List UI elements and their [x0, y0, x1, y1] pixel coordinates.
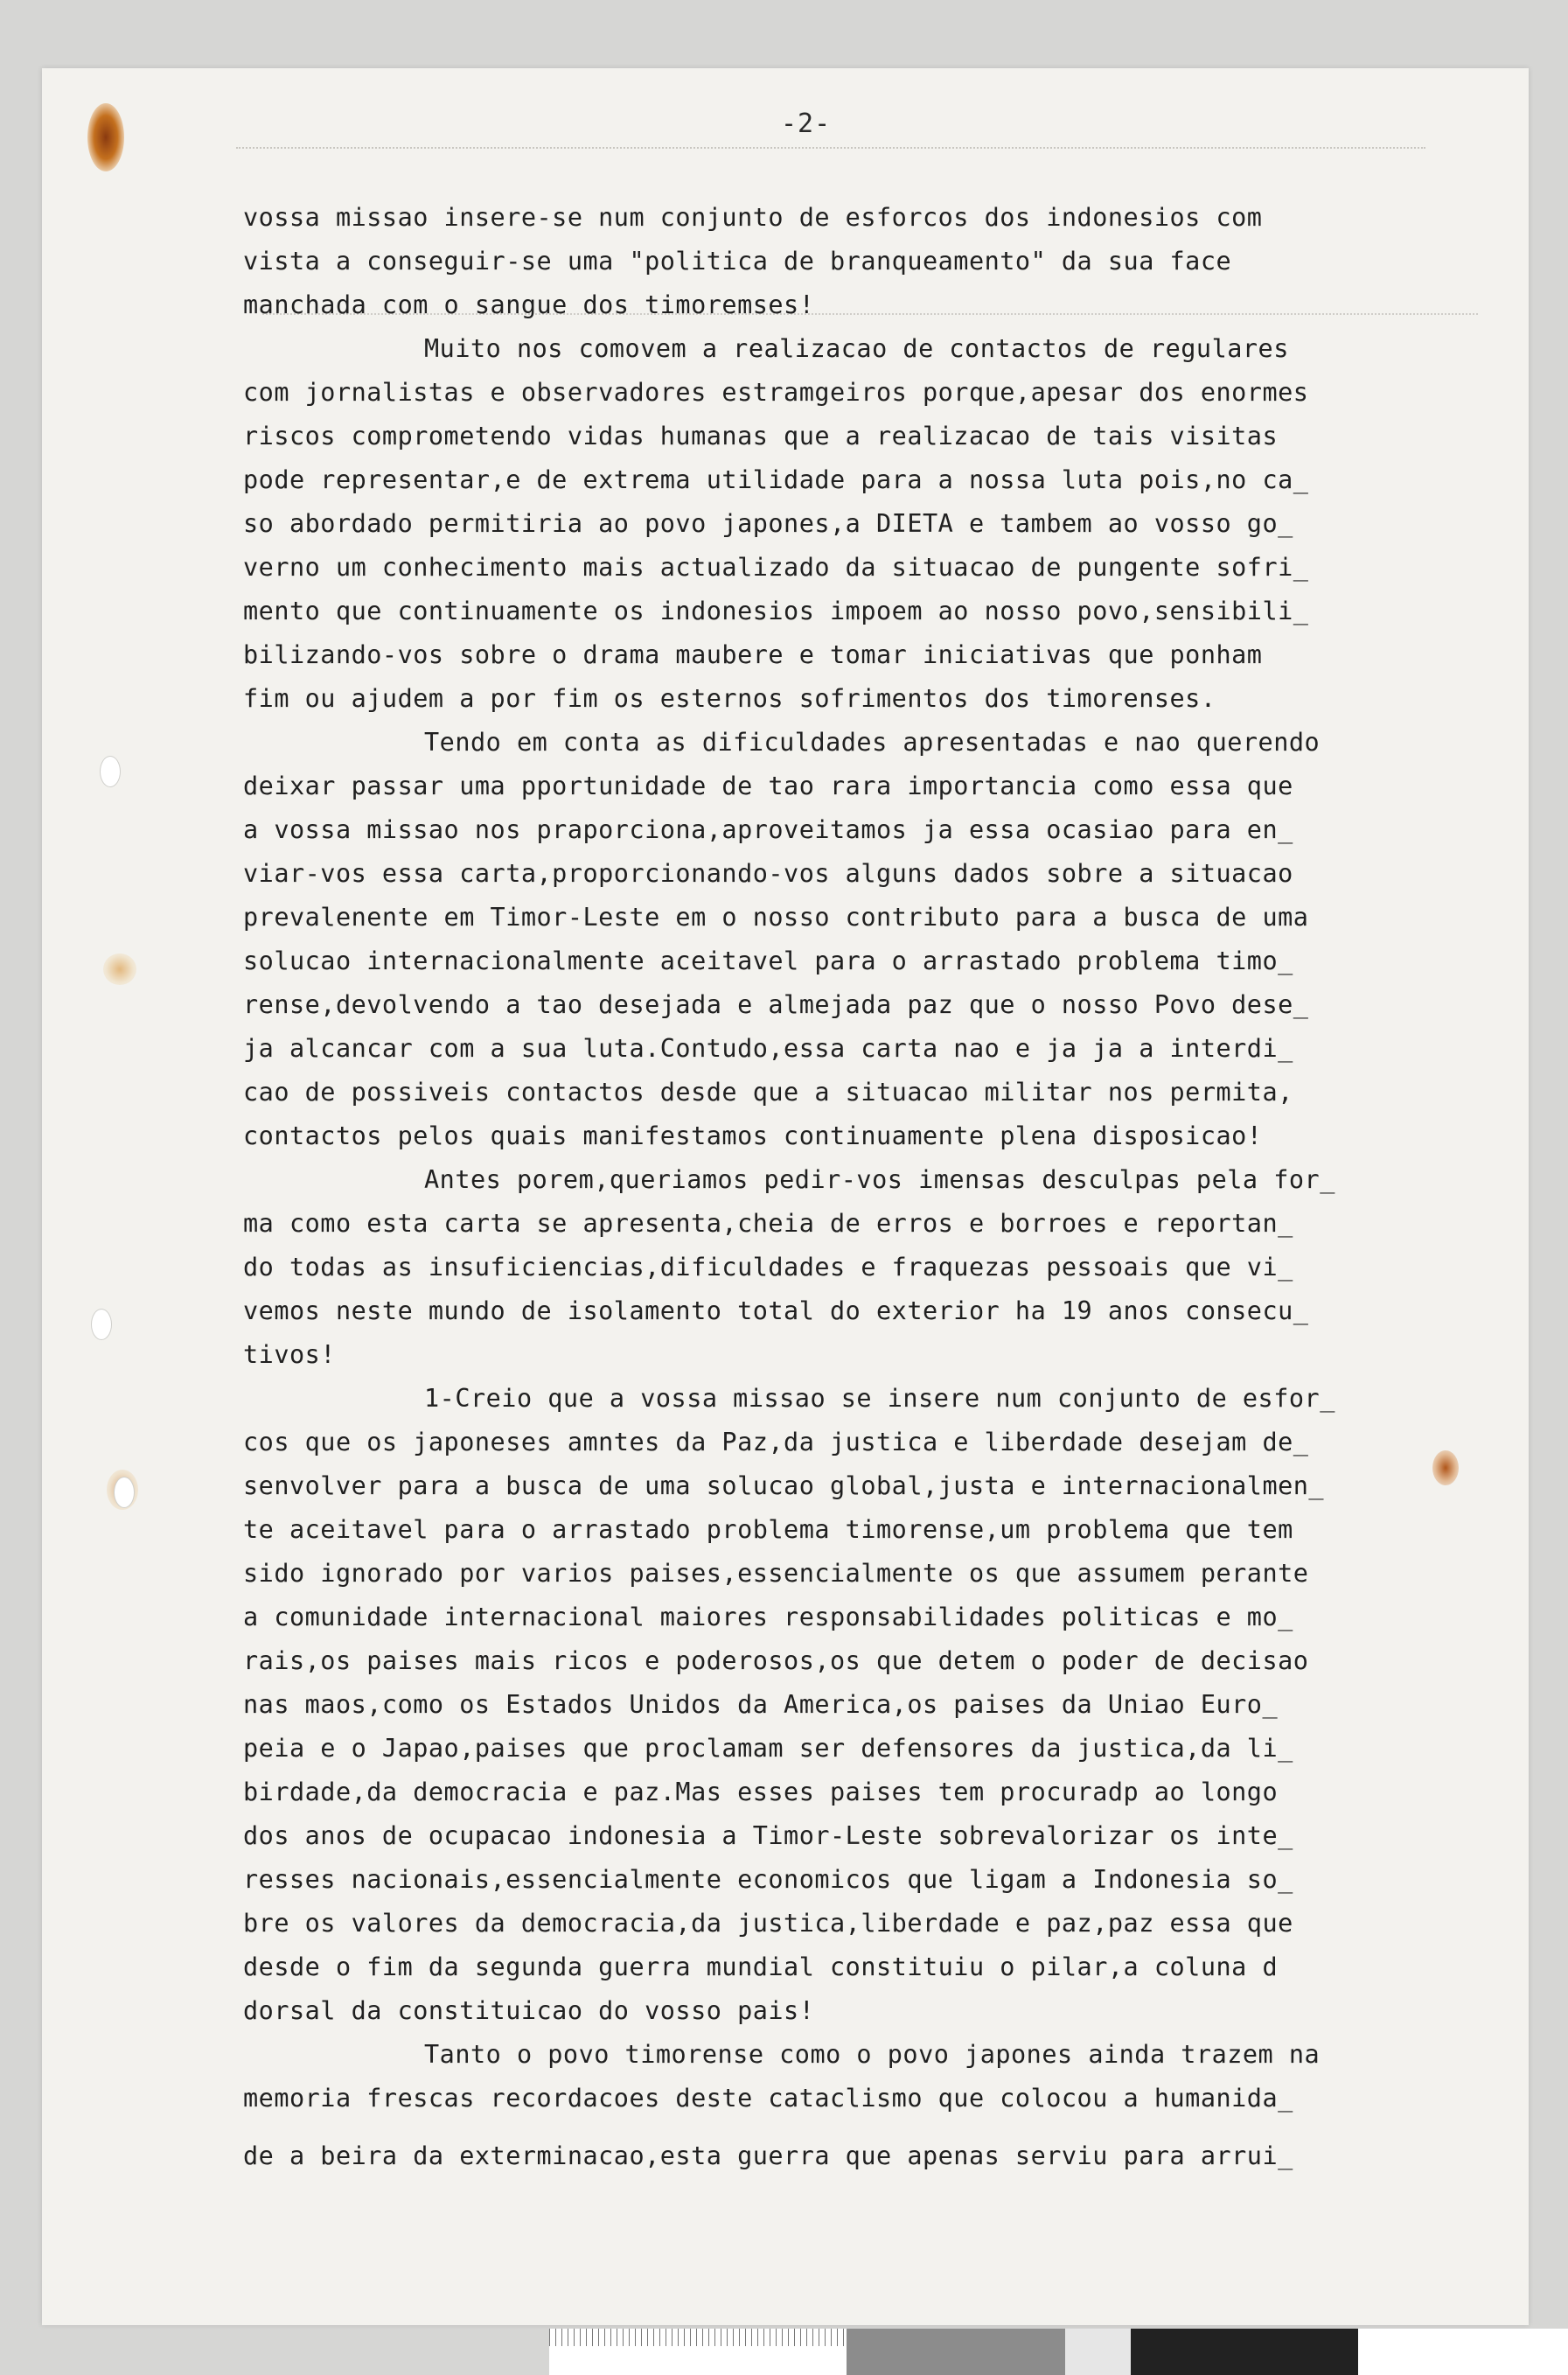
- text-line: a comunidade internacional maiores responsabilidades politicas e mo_: [243, 1603, 1293, 1631]
- text-line: Muito nos comovem a realizacao de contactos de regulares: [424, 334, 1289, 363]
- text-line: birdade,da democracia e paz.Mas esses paises tem procuradp ao longo: [243, 1778, 1279, 1806]
- text-line: viar-vos essa carta,proporcionando-vos alguns dados sobre a situacao: [243, 859, 1293, 888]
- text-line: fim ou ajudem a por fim os esternos sofrimentos dos timorenses.: [243, 684, 1216, 713]
- text-line: vossa missao insere-se num conjunto de esforcos dos indonesios com: [243, 203, 1263, 232]
- color-patch-black: [1131, 2329, 1358, 2375]
- text-line: prevalenente em Timor-Leste em o nosso contributo para a busca de uma: [243, 903, 1309, 932]
- text-line: vemos neste mundo de isolamento total do exterior ha 19 anos consecu_: [243, 1296, 1309, 1325]
- rust-stain: [87, 103, 124, 171]
- punch-hole: [114, 1477, 135, 1508]
- text-line: a vossa missao nos praporciona,aproveitamos ja essa ocasiao para en_: [243, 815, 1293, 844]
- text-line: Antes porem,queriamos pedir-vos imensas desculpas pela for_: [424, 1165, 1335, 1194]
- text-line: desde o fim da segunda guerra mundial constituiu o pilar,a coluna d: [243, 1952, 1279, 1981]
- text-line: Tanto o povo timorense como o povo japones ainda trazem na: [424, 2040, 1321, 2069]
- text-line: cao de possiveis contactos desde que a situacao militar nos permita,: [243, 1078, 1293, 1107]
- text-line: resses nacionais,essencialmente economicos que ligam a Indonesia so_: [243, 1865, 1293, 1894]
- text-line: sido ignorado por varios paises,essencialmente os que assumem perante: [243, 1559, 1309, 1588]
- text-line: rais,os paises mais ricos e poderosos,os que detem o poder de decisao: [243, 1646, 1309, 1675]
- text-line: mento que continuamente os indonesios impoem ao nosso povo,sensibili_: [243, 597, 1309, 625]
- rust-stain: [1432, 1450, 1459, 1485]
- text-line: solucao internacionalmente aceitavel para o arrastado problema timo_: [243, 947, 1293, 975]
- ruler-ticks: [549, 2329, 847, 2346]
- text-line: ja alcancar com a sua luta.Contudo,essa carta nao e ja ja a interdi_: [243, 1034, 1293, 1063]
- color-patch-gray: [1065, 2329, 1131, 2375]
- text-line: memoria frescas recordacoes deste cataclismo que colocou a humanida_: [243, 2084, 1293, 2113]
- page-number: -2-: [781, 108, 832, 139]
- text-line: verno um conhecimento mais actualizado da situacao de pungente sofri_: [243, 553, 1309, 582]
- faded-text-artifact: [236, 147, 1425, 157]
- text-line: contactos pelos quais manifestamos continuamente plena disposicao!: [243, 1121, 1263, 1150]
- text-line: cos que os japoneses amntes da Paz,da justica e liberdade desejam de_: [243, 1428, 1309, 1456]
- text-line: com jornalistas e observadores estramgeiros porque,apesar dos enormes: [243, 378, 1309, 407]
- color-patch-gray: [847, 2329, 1065, 2375]
- text-line: ma como esta carta se apresenta,cheia de erros e borroes e reportan_: [243, 1209, 1293, 1238]
- text-line: bilizando-vos sobre o drama maubere e tomar iniciativas que ponham: [243, 640, 1263, 669]
- text-line: do todas as insuficiencias,dificuldades e fraquezas pessoais que vi_: [243, 1253, 1293, 1282]
- punch-hole: [91, 1309, 112, 1340]
- text-line: so abordado permitiria ao povo japones,a DIETA e tambem ao vosso go_: [243, 509, 1293, 538]
- text-line: dorsal da constituicao do vosso pais!: [243, 1996, 815, 2025]
- text-line: deixar passar uma pportunidade de tao rara importancia como essa que: [243, 772, 1293, 800]
- text-line: riscos comprometendo vidas humanas que a realizacao de tais visitas: [243, 422, 1279, 451]
- scale-ruler: [549, 2329, 1568, 2375]
- text-line: Tendo em conta as dificuldades apresentadas e nao querendo: [424, 728, 1321, 757]
- text-line: de a beira da exterminacao,esta guerra que apenas serviu para arrui_: [243, 2141, 1293, 2170]
- text-line: bre os valores da democracia,da justica,liberdade e paz,paz essa que: [243, 1909, 1293, 1938]
- text-line: pode representar,e de extrema utilidade para a nossa luta pois,no ca_: [243, 465, 1309, 494]
- text-line: te aceitavel para o arrastado problema timorense,um problema que tem: [243, 1515, 1293, 1544]
- text-line: 1-Creio que a vossa missao se insere num conjunto de esfor_: [424, 1384, 1335, 1413]
- text-line: senvolver para a busca de uma solucao global,justa e internacionalmen_: [243, 1471, 1325, 1500]
- document-page: [42, 68, 1529, 2325]
- rust-stain: [103, 953, 136, 985]
- punch-hole: [100, 756, 121, 787]
- text-line: manchada com o sangue dos timoremses!: [243, 290, 815, 319]
- text-line: vista a conseguir-se uma "politica de branqueamento" da sua face: [243, 247, 1232, 276]
- text-line: peia e o Japao,paises que proclamam ser defensores da justica,da li_: [243, 1734, 1293, 1763]
- text-line: tivos!: [243, 1340, 336, 1369]
- text-line: nas maos,como os Estados Unidos da America,os paises da Uniao Euro_: [243, 1690, 1279, 1719]
- text-line: rense,devolvendo a tao desejada e almejada paz que o nosso Povo dese_: [243, 990, 1309, 1019]
- text-line: dos anos de ocupacao indonesia a Timor-Leste sobrevalorizar os inte_: [243, 1821, 1293, 1850]
